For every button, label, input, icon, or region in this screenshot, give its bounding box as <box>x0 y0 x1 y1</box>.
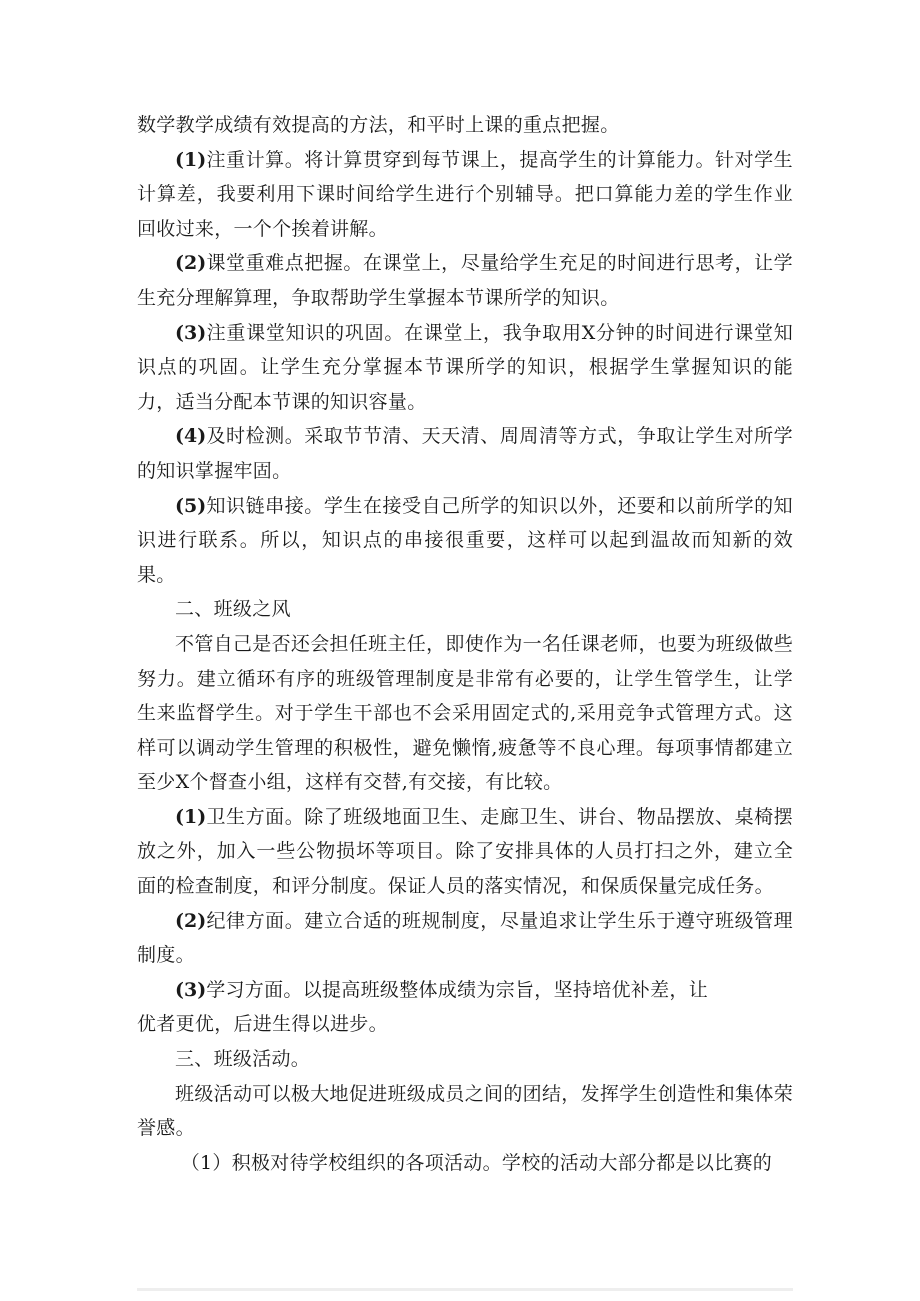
paragraph-text: 班级活动可以极大地促进班级成员之间的团结，发挥学生创造性和集体荣誉感。 <box>137 1082 793 1140</box>
list-item-2 <box>137 246 793 315</box>
section-heading-2 <box>137 592 793 627</box>
paragraph-text: 知识链串接。学生在接受自己所学的知识以外，还要和以前所学的知识进行联系。所以，知识点的串接很重要，这样可以起到温故而知新的效果。 <box>137 494 793 586</box>
list-item-2 <box>137 904 793 973</box>
list-item-1 <box>137 1146 793 1181</box>
list-item-3 <box>137 316 793 420</box>
list-item-3 <box>137 973 793 1008</box>
section-heading-3 <box>137 1042 793 1077</box>
paragraph-text: 学习方面。以提高班级整体成绩为宗旨，坚持培优补差，让 <box>206 978 709 1001</box>
body-paragraph <box>137 1077 793 1146</box>
item-number: (5) <box>175 494 207 517</box>
list-item-4 <box>137 419 793 488</box>
heading-text: 二、班级之风 <box>175 598 291 621</box>
item-number: (2) <box>175 252 207 275</box>
paragraph-text: 注重计算。将计算贯穿到每节课上，提高学生的计算能力。针对学生计算差，我要利用下课时间给学生进行个别辅导。把口算能力差的学生作业回收过来，一个个挨着讲解。 <box>137 148 793 240</box>
paragraph-text: 课堂重难点把握。在课堂上，尽量给学生充足的时间进行思考，让学生充分理解算理，争取帮助学生掌握本节课所学的知识。 <box>137 252 793 309</box>
paragraph-text: 不管自己是否还会担任班主任，即使作为一名任课老师，也要为班级做些努力。建立循环有序的班级管理制度是非常有必要的，让学生管学生，让学生来监督学生。对于学生干部也不会采用固定式的,采用竞争式管理方式。这样可以调动学生管理的积极性，避免懒惰,疲惫等不良心理。每项事情都建立至少X个督查小组，这样有交替,有交接，有比较。 <box>137 632 793 794</box>
paragraph-continuation <box>137 108 793 143</box>
list-item-1 <box>137 800 793 904</box>
item-number: (2) <box>175 909 207 932</box>
paragraph-text: 注重课堂知识的巩固。在课堂上，我争取用X分钟的时间进行课堂知识点的巩固。让学生充分掌握本节课所学的知识，根据学生掌握知识的能力，适当分配本节课的知识容量。 <box>137 321 793 413</box>
paragraph-text: 积极对待学校组织的各项活动。学校的活动大部分都是以比赛的 <box>231 1151 773 1174</box>
paragraph-text: 纪律方面。建立合适的班规制度，尽量追求让学生乐于遵守班级管理制度。 <box>137 909 793 967</box>
item-number: (3) <box>175 978 207 1001</box>
body-paragraph <box>137 627 793 800</box>
item-number: （1） <box>180 1151 232 1174</box>
paragraph-text: 优者更优，后进生得以进步。 <box>137 1013 388 1036</box>
item-number: (3) <box>175 321 207 344</box>
paragraph-text: 及时检测。采取节节清、天天清、周周清等方式，争取让学生对所学的知识掌握牢固。 <box>137 425 793 482</box>
list-item-5 <box>137 489 793 593</box>
list-item-1 <box>137 143 793 247</box>
item-number: (4) <box>175 425 207 448</box>
item-number: (1) <box>175 805 207 828</box>
paragraph-text: 数学教学成绩有效提高的方法，和平时上课的重点把握。 <box>137 114 620 136</box>
page-bottom-divider <box>137 1288 793 1291</box>
paragraph-text: 卫生方面。除了班级地面卫生、走廊卫生、讲台、物品摆放、桌椅摆放之外，加入一些公物损坏等项目。除了安排具体的人员打扫之外，建立全面的检查制度，和评分制度。保证人员的落实情况，和保质保量完成任务。 <box>137 805 793 898</box>
paragraph-continuation <box>137 1007 793 1042</box>
heading-text: 三、班级活动。 <box>175 1048 311 1071</box>
item-number: (1) <box>175 148 207 171</box>
document-body <box>137 108 793 1180</box>
